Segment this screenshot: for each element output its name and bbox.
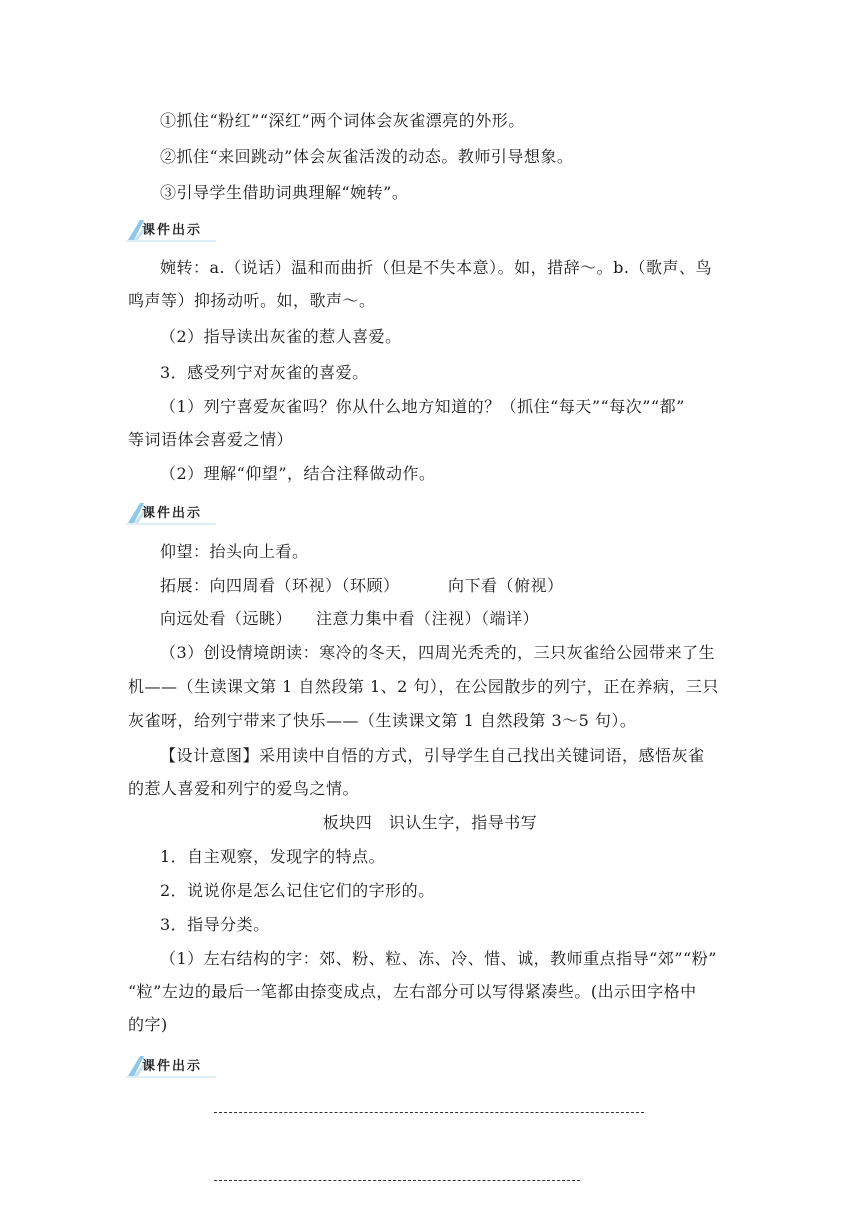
question-3-line-3: 灰雀呀，给列宁带来了快乐——（生读课文第 1 自然段第 3～5 句）。 [128, 711, 637, 730]
question-3-line-2: 机——（生读课文第 1 自然段第 1、2 句），在公园散步的列宁，正在养病，三只 [128, 677, 719, 696]
left-right-line-2: “粒”左边的最后一笔都由捺变成点，左右部分可以写得紧凑些。(出示田字格中 [128, 982, 697, 1001]
left-right-line-1: （1）左右结构的字：郊、粉、粒、冻、冷、惜、诚，教师重点指导“郊”“粉” [160, 949, 717, 968]
step-s2: 2．说说你是怎么记住它们的字形的。 [160, 881, 435, 900]
section-title: 板块四 识认生字，指导书写 [322, 813, 538, 832]
design-intent-line-2: 的惹人喜爱和列宁的爱鸟之情。 [128, 779, 360, 798]
item-2: ②抓住“来回跳动”体会灰雀活泼的动态。教师引导想象。 [160, 147, 574, 166]
kejian-badge [126, 499, 236, 525]
wanzhuan-line-1: 婉转：a.（说话）温和而曲折（但是不失本意）。如，措辞～。b.（歌声、鸟 [160, 258, 712, 277]
question-3-line-1: （3）创设情境朗读：寒冷的冬天，四周光秃秃的，三只灰雀给公园带来了生 [160, 643, 716, 662]
step-3: 3．感受列宁对灰雀的喜爱。 [160, 363, 369, 382]
step-s3: 3．指导分类。 [160, 915, 270, 934]
dashed-divider [214, 1180, 580, 1181]
yangwang-definition: 仰望：抬头向上看。 [160, 542, 309, 561]
item-1: ①抓住“粉红”“深红”两个词体会灰雀漂亮的外形。 [160, 111, 525, 130]
question-2: （2）理解“仰望”，结合注释做动作。 [160, 464, 436, 483]
design-intent-line-1: 【设计意图】采用读中自悟的方式，引导学生自己找出关键词语，感悟灰雀 [160, 746, 705, 765]
tuozhan-part-a: 拓展：向四周看（环视）（环顾） [160, 576, 400, 595]
tuozhan-part-d: 注意力集中看（注视）（端详） [316, 609, 540, 628]
tuozhan-part-c: 向远处看（远眺） [160, 609, 293, 628]
kejian-label: 课件出示 [142, 223, 203, 238]
dashed-divider [214, 1112, 644, 1113]
kejian-label: 课件出示 [142, 506, 203, 521]
step-2: （2）指导读出灰雀的惹人喜爱。 [160, 327, 402, 346]
tuozhan-part-b: 向下看（俯视） [448, 576, 564, 595]
wanzhuan-line-2: 鸣声等）抑扬动听。如，歌声～。 [128, 291, 376, 310]
item-3: ③引导学生借助词典理解“婉转”。 [160, 183, 409, 202]
left-right-line-3: 的字) [128, 1015, 168, 1034]
question-1-line-2: 等词语体会喜爱之情） [128, 430, 294, 449]
question-1-line-1: （1）列宁喜爱灰雀吗？你从什么地方知道的？（抓住“每天”“每次”“都” [160, 397, 685, 416]
kejian-label: 课件出示 [142, 1059, 203, 1074]
kejian-badge [126, 216, 236, 242]
step-s1: 1．自主观察，发现字的特点。 [160, 847, 386, 866]
kejian-badge [126, 1052, 236, 1078]
